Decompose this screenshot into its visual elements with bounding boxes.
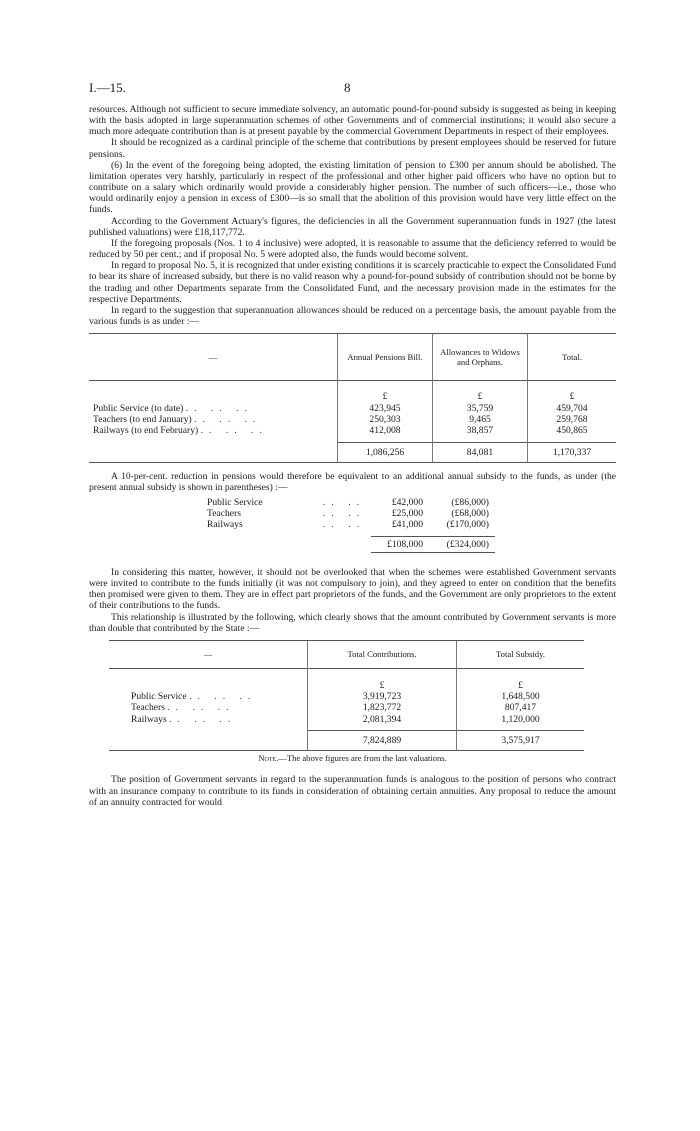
row-label: Teachers <box>207 508 241 520</box>
row-label: Railways (to end February) <box>93 424 199 436</box>
table-header: — <box>208 351 218 362</box>
table-cell: (£170,000) <box>446 519 489 531</box>
unit-label: £ <box>433 381 528 403</box>
table-row: Railways .. .. £41,000 (£170,000) <box>207 519 495 530</box>
total-cell: 7,824,889 <box>308 731 457 751</box>
table-cell: 35,759 <box>433 403 528 414</box>
paragraph: If the foregoing proposals (Nos. 1 to 4 inclusive) were adopted, it is reasonable to assume that the deficiency referred to would be reduced by 50 per cent.; and if proposal No. 5 were adopted also, the funds would become solvent. <box>89 237 616 261</box>
paragraph: A 10-per-cent. reduction in pensions would therefore be equivalent to an additional annual subsidy to the funds, as under (the present annual subsidy is shown in parentheses) :— <box>89 470 616 493</box>
table-cell: 38,857 <box>433 425 528 436</box>
paragraph: resources. Although not sufficient to secure immediate solvency, an automatic pound-for-pound subsidy is suggested as being in keeping with the basis adopted in large superannuation schemes of other Governments and of commercial institutions; it would also secure a much more adequate contribution than is at present payable by the commercial Government Departments in respect of their employees. <box>89 104 616 138</box>
table-cell: 412,008 <box>338 425 433 436</box>
table-row: Teachers .. .. £25,000 (£68,000) <box>207 508 495 519</box>
table-cell: 9,465 <box>433 414 528 425</box>
table-cell: 1,120,000 <box>457 714 585 725</box>
table-header: Allowances to Widows and Orphans. <box>433 334 528 380</box>
page-number: 8 <box>344 80 351 95</box>
table-row: Teachers .. .. .. 1,823,772 807,417 <box>109 702 584 713</box>
table-total-row <box>207 536 495 552</box>
table-header: Total Subsidy. <box>457 641 585 669</box>
table-header: Total Contributions. <box>308 641 457 669</box>
row-label: Public Service <box>131 691 187 703</box>
total-cell: 1,170,337 <box>528 442 617 462</box>
row-label: Public Service <box>207 496 263 508</box>
paragraph: The position of Government servants in regard to the superannuation funds is analogous to the position of persons who contract with an insurance company to contribute to its funds in consideration of obtaining certain annuities. Any proposal to reduce the amount of an annuity contracted for would <box>89 774 616 808</box>
table-total-row <box>109 731 584 751</box>
table-cell: 3,919,723 <box>308 691 457 702</box>
total-cell: 1,086,256 <box>338 442 433 462</box>
table-cell: 2,081,394 <box>308 714 457 725</box>
unit-label: £ <box>308 669 457 691</box>
table-cell: 423,945 <box>338 403 433 414</box>
total-cell: £108,000 <box>371 536 429 552</box>
note-label: Note. <box>258 753 279 764</box>
table-cell: 259,768 <box>528 414 617 425</box>
row-label: Teachers <box>131 702 165 714</box>
table-cell: 459,704 <box>528 403 617 414</box>
table-cell: £25,000 <box>391 508 423 520</box>
row-label: Public Service (to date) <box>93 402 184 414</box>
document-body <box>89 104 616 808</box>
subsidy-table <box>207 497 495 553</box>
unit-label: £ <box>338 381 433 403</box>
total-cell: (£324,000) <box>429 536 495 552</box>
table-total-row <box>89 442 616 462</box>
total-cell: 84,081 <box>433 442 528 462</box>
paragraph: In regard to proposal No. 5, it is recognized that under existing conditions it is scarcely practicable to expect the Consolidated Fund to bear its share of increased subsidy, but there is no valid reason why a pound-for-pound subsidy of contribution should not be borne by the trading and other Departments separate from the Consolidated Fund, and the necessary provision made in the estimates for the respective Departments. <box>89 260 616 305</box>
paragraph: In considering this matter, however, it should not be overlooked that when the schemes were established Government servants were invited to contribute to the funds initially (it was not compulsory to join), and they agreed to enter on condition that the benefits then promised were given to them. They are in effect part proprietors of the funds, and the Government are only proprietors to the extent of their contributions to the funds. <box>89 566 616 612</box>
row-label: Railways <box>131 713 167 725</box>
table-row: Public Service (to date) .. .. .. 423,945 35,759 459,704 <box>89 403 616 414</box>
table-row: Railways .. .. .. 2,081,394 1,120,000 <box>109 714 584 725</box>
table-cell: (£68,000) <box>451 508 489 520</box>
unit-label: £ <box>528 381 617 403</box>
table-cell: 1,648,500 <box>457 691 585 702</box>
table-note <box>89 753 616 764</box>
paragraph: This relationship is illustrated by the following, which clearly shows that the amount contributed by Government servants is more than double that contributed by the State :— <box>89 611 616 634</box>
row-label: Railways <box>207 519 243 531</box>
table-row: Public Service .. .. £42,000 (£86,000) <box>207 497 495 508</box>
table-cell: (£86,000) <box>451 496 489 508</box>
table-cell: 250,303 <box>338 414 433 425</box>
row-label: Teachers (to end January) <box>93 413 192 425</box>
total-cell: 3,575,917 <box>457 731 585 751</box>
table-row: Teachers (to end January) .. .. .. 250,303 9,465 259,768 <box>89 414 616 425</box>
unit-label: £ <box>457 669 585 691</box>
table-cell: 1,823,772 <box>308 702 457 713</box>
paragraph: In regard to the suggestion that superannuation allowances should be reduced on a percentage basis, the amount payable from the various funds is as under :— <box>89 304 616 327</box>
paragraph: According to the Government Actuary's figures, the deficiencies in all the Government superannuation funds in 1927 (the latest published valuations) were £18,117,772. <box>89 215 616 238</box>
pensions-table <box>89 333 616 462</box>
table-cell: £42,000 <box>391 496 423 508</box>
table-header: Annual Pensions Bill. <box>338 334 433 380</box>
document-reference: I.—15. <box>89 80 126 95</box>
note-text: —The above figures are from the last valuations. <box>278 753 447 764</box>
paragraph: It should be recognized as a cardinal principle of the scheme that contributions by present employees should be reserved for future pensions. <box>89 137 616 160</box>
table-row: Public Service .. .. .. 3,919,723 1,648,500 <box>109 691 584 702</box>
contributions-table <box>109 640 584 751</box>
table-cell: £41,000 <box>391 519 423 531</box>
table-row: Railways (to end February) .. .. .. 412,008 38,857 450,865 <box>89 425 616 436</box>
table-cell: 807,417 <box>457 702 585 713</box>
table-header: — <box>203 648 213 659</box>
table-cell: 450,865 <box>528 425 617 436</box>
table-header: Total. <box>528 334 617 380</box>
paragraph: (6) In the event of the foregoing being adopted, the existing limitation of pension to £300 per annum should be abolished. The limitation operates very harshly, particularly in respect of the professional and other higher paid officers who have no option but to contribute on a salary which ordinarily would provide a considerably higher pension. The number of such officers—i.e., those who would ordinarily enjoy a pension in excess of £300—is so small that the abolition of this provision would have very little effect on the funds. <box>89 159 616 216</box>
